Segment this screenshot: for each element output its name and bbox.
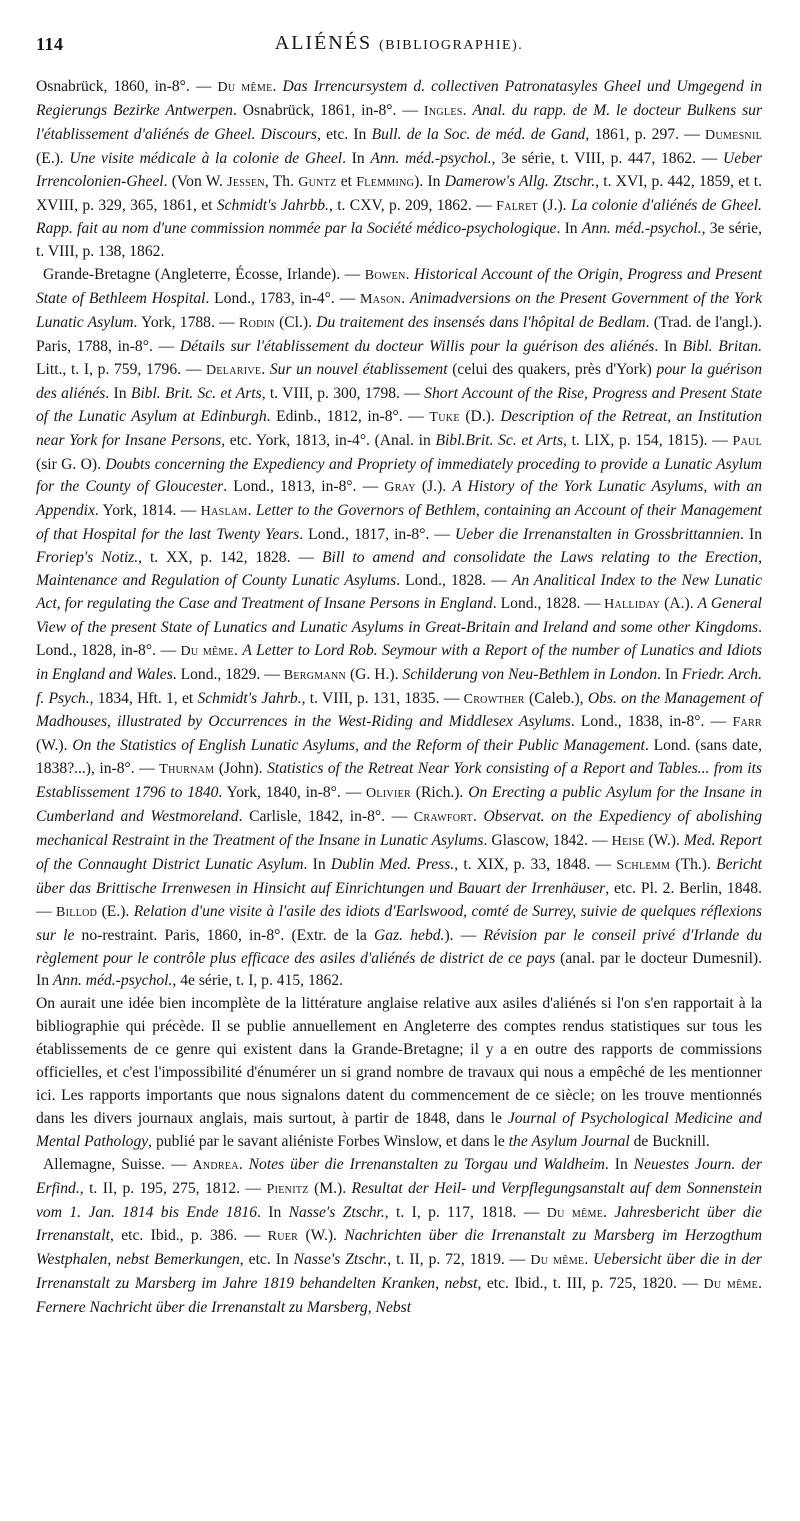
running-head <box>36 32 762 55</box>
paragraph-allemagne: Allemagne, Suisse. — Andrea. Notes über die Irrenanstalten zu Torgau und Waldheim. In Neuestes Journ. der Erfind., t. II, p. 195, 275, 1812. — Pienitz (M.). Resultat der Heil- und Verpflegungsanstalt auf dem Sonnenstein vom 1. Jan. 1814 bis Ende 1816. In Nasse's Ztschr., t. I, p. 117, 1818. — Du même. Jahresbericht über die Irrenanstalt, etc. Ibid., p. 386. — Ruer (W.). Nachrichten über die Irrenanstalt zu Marsberg im Herzogthum Westphalen, nebst Bemerkungen, etc. In Nasse's Ztschr., t. II, p. 72, 1819. — Du même. Uebersicht über die in der Irrenanstalt zu Marsberg im Jahre 1819 behandelten Kranken, nebst, etc. Ibid., t. III, p. 725, 1820. — Du même. Fernere Nachricht über die Irrenanstalt zu Marsberg, Nebst <box>36 1155 763 1317</box>
running-head-sub: (BIBLIOGRAPHIE). <box>379 38 524 53</box>
paragraph-gheel: Osnabrück, 1860, in-8°. — Du même. Das Irrencursystem d. collectiven Patronatasyles Gheel und Umgegend in Regierungs Bezirke Antwerpen. Osnabrück, 1861, in-8°. — Ingles. Anal. du rapp. de M. le docteur Bulkens sur l'établissement d'aliénés de Gheel. Discours, etc. In Bull. de la Soc. de méd. de Gand, 1861, p. 297. — Dumesnil (E.). Une visite médicale à la colonie de Gheel. In Ann. méd.-psychol., 3e série, t. VIII, p. 447, 1862. — Ueber Irrencolonien-Gheel. (Von W. Jessen, Th. Guntz et Flemming). In Damerow's Allg. Ztschr., t. XVI, p. 442, 1859, et t. XVIII, p. 329, 365, 1861, et Schmidt's Jahrbb., t. CXV, p. 209, 1862. — Falret (J.). La colonie d'aliénés de Gheel. Rapp. fait au nom d'une commission nommée par la Société médico-psychologique. In Ann. méd.-psychol., 3e série, t. VIII, p. 138, 1862. <box>36 78 763 261</box>
running-head-main: ALIÉNÉS <box>274 32 373 54</box>
page-header <box>36 32 762 66</box>
page-number: 114 <box>36 34 64 54</box>
bibliography-body <box>36 76 762 1320</box>
paragraph-commentary: On aurait une idée bien incomplète de la littérature anglaise relative aux asiles d'aliénés si l'on s'en rapportait à la bibliographie qui précède. Il se publie annuellement en Angleterre des comptes rendus statistiques sur tous les établissements de ce genre qui existent dans la Grande-Bretagne; il y a en outre des rapports de commissions officielles, et c'est l'impossibilité d'énumérer un si grand nombre de travaux qui nous a empêché de les mentionner ici. Les rapports importants que nous signalons datent du commencement de ce siècle; on les trouve mentionnés dans les divers journaux anglais, mais surtout, à partir de 1848, dans le Journal of Psychological Medicine and Mental Pathology, publié par le savant aliéniste Forbes Winslow, et dans le the Asylum Journal de Bucknill. <box>36 995 762 1150</box>
paragraph-grande-bretagne: Grande-Bretagne (Angleterre, Écosse, Irlande). — Bowen. Historical Account of the Origin, Progress and Present State of Bethleem Hospital. Lond., 1783, in-4°. — Mason. Animadversions on the Present Government of the York Lunatic Asylum. York, 1788. — Rodin (Cl.). Du traitement des insensés dans l'hôpital de Bedlam. (Trad. de l'angl.). Paris, 1788, in-8°. — Détails sur l'établissement du docteur Willis pour la guérison des aliénés. In Bibl. Britan. Litt., t. I, p. 759, 1796. — Delarive. Sur un nouvel établissement (celui des quakers, près d'York) pour la guérison des aliénés. In Bibl. Brit. Sc. et Arts, t. VIII, p. 300, 1798. — Short Account of the Rise, Progress and Present State of the Lunatic Asylum at Edinburgh. Edinb., 1812, in-8°. — Tuke (D.). Description of the Retreat, an Institution near York for Insane Persons, etc. York, 1813, in-4°. (Anal. in Bibl.Brit. Sc. et Arts, t. LIX, p. 154, 1815). — Paul (sir G. O). Doubts concerning the Expediency and Propriety of immediately proceding to provide a Lunatic Asylum for the County of Gloucester. Lond., 1813, in-8°. — Gray (J.). A History of the York Lunatic Asylums, with an Appendix. York, 1814. — Haslam. Letter to the Governors of Bethlem, containing an Account of their Management of that Hospital for the last Twenty Years. Lond., 1817, in-8°. — Ueber die Irrenanstalten in Grossbrittannien. In Froriep's Notiz., t. XX, p. 142, 1828. — Bill to amend and consolidate the Laws relating to the Erection, Maintenance and Regulation of County Lunatic Asylums. Lond., 1828. — An Analitical Index to the New Lunatic Act, for regulating the Case and Treatment of Insane Persons in England. Lond., 1828. — Halliday (A.). A General View of the present State of Lunatics and Lunatic Asylums in Great-Britain and Ireland and some other Kingdoms. Lond., 1828, in-8°. — Du même. A Letter to Lord Rob. Seymour with a Report of the number of Lunatics and Idiots in England and Wales. Lond., 1829. — Bergmann (G. H.). Schilderung von Neu-Bethlem in London. In Friedr. Arch. f. Psych., 1834, Hft. 1, et Schmidt's Jahrb., t. VIII, p. 131, 1835. — Crowther (Caleb.), Obs. on the Management of Madhouses, illustrated by Occurrences in the West-Riding and Middlesex Asylums. Lond., 1838, in-8°. — Farr (W.). On the Statistics of English Lunatic Asylums, and the Reform of their Public Management. Lond. (sans date, 1838?...), in-8°. — Thurnam (John). Statistics of the Retreat Near York consisting of a Report and Tables... from its Establissement 1796 to 1840. York, 1840, in-8°. — Olivier (Rich.). On Erecting a public Asylum for the Insane in Cumberland and Westmoreland. Carlisle, 1842, in-8°. — Crawfort. Observat. on the Expediency of abolishing mechanical Restraint in the Treatment of the Insane in Lunatic Asylums. Glascow, 1842. — Heise (W.). Med. Report of the Connaught District Lunatic Asylum. In Dublin Med. Press., t. XIX, p. 33, 1848. — Schlemm (Th.). Bericht über das Brittische Irrenwesen in Hinsicht auf Einrichtungen und Bauart der Irrenhäuser, etc. Pl. 2. Berlin, 1848. — Billod (E.). Relation d'une visite à l'asile des idiots d'Earlswood, comté de Surrey, suivie de quelques réflexions sur le no-restraint. Paris, 1860, in-8°. (Extr. de la Gaz. hebd.). — Révision par le conseil privé d'Irlande du règlement pour le contrôle plus efficace des asiles d'aliénés de district de ce pays (anal. par le docteur Dumesnil). In Ann. méd.-psychol., 4e série, t. I, p. 415, 1862. <box>36 266 763 990</box>
